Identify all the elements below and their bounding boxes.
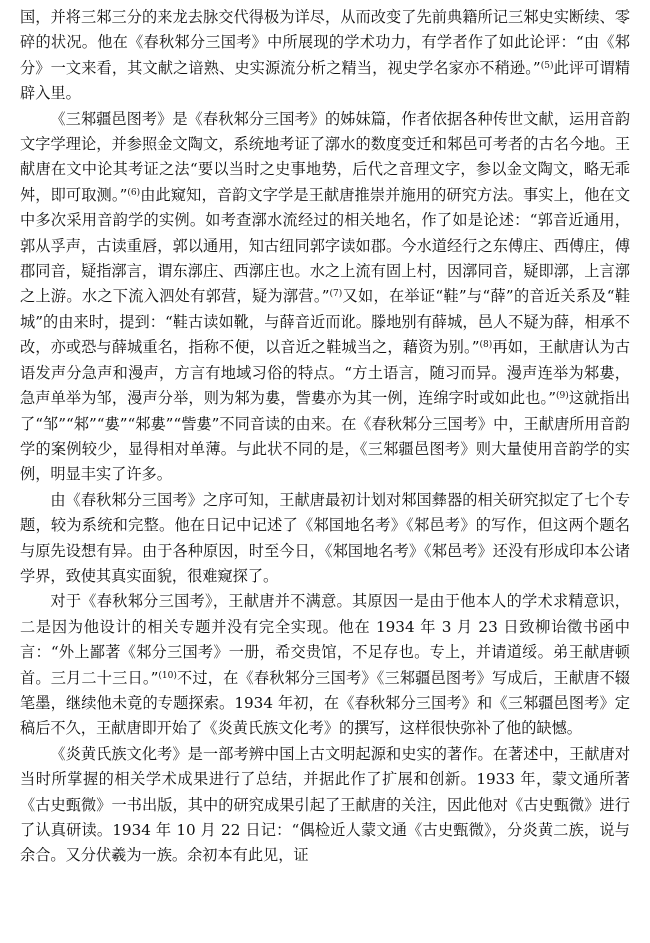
paragraph-text: 由此窥知，音韵文字学是王献唐推崇并施用的研究方法。事实上，他在文中多次采用音韵学的实例。如考查漷水流经过的相关地名，作了如是论述：“郭音近通用，郭从孚声，古读重唇，郭以通用，知古纽同郭字读如郡。今水道经行之东傅庄、西傅庄，傅郡同音，疑指漷言，谓东漷庄、西漷庄也。水之上流有固上村，因漷同音，疑即漷，上言漷之上游。水之下流入泗处有郭营，疑为漷营。” <box>20 185 631 306</box>
body-paragraph <box>20 742 630 869</box>
footnote-marker: (9) <box>556 391 569 402</box>
paragraph-text: 又如，在举证“鞋”与“薛”的音近关系及“鞋城”的由来时，提到：“鞋古读如靴，与薛音近而讹。滕地别有薛城，邑人不疑为薛，相承不改，亦或恐与薛城重名，指称不便，以音近之鞋城当之，藉资为别。” <box>20 287 630 357</box>
footnote-marker: (5) <box>540 60 554 71</box>
paragraph-text: 此评可谓精辟入里。 <box>20 58 631 103</box>
body-paragraph <box>20 5 630 107</box>
body-paragraph <box>20 589 630 741</box>
footnote-marker: (8) <box>479 340 493 351</box>
paragraph-text: 这就指出了“邹”“邾”“婁”“邾婁”“訾婁”不同音读的由来。在《春秋邾分三国考》中，王献唐所用音韵学的案例较少，显得相对单薄。与此状不同的是，《三邾疆邑图考》则大量使用音韵学的实例，明显丰实了许多。 <box>20 389 631 484</box>
footnote-marker: (7) <box>329 289 343 300</box>
paragraph-text: 不过，在《春秋邾分三国考》《三邾疆邑图考》写成后，王献唐不辍笔墨，继续他未竟的专题探索。1934 年初，在《春秋邾分三国考》和《三邾疆邑图考》定稿后不久，王献唐即开始了《炎黄氏族文化考》的撰写，这样很快弥补了他的缺憾。 <box>20 668 630 738</box>
footnote-marker: (10) <box>158 670 177 681</box>
paragraph-text: 对于《春秋邾分三国考》，王献唐并不满意。其原因一是由于他本人的学术求精意识，二是因为他设计的相关专题并没有完全实现。他在 1934 年 3 月 23 日致柳诒徵书函中言：“外上鄙著《邾分三国考》一册，希交贵馆，不足存也。专上，并请道绥。弟王献唐顿首。三月二十三日。” <box>20 592 630 687</box>
paragraph-text: 《三邾疆邑图考》是《春秋邾分三国考》的姊妹篇，作者依据各种传世文献，运用音韵文字学理论，并参照金文陶文，系统地考证了漷水的数度变迁和邾邑可考者的古名今地。王献唐在文中论其考证之法“要以当时之史事地势，后代之音理文字，参以金文陶文，略无乖舛，即可取测。” <box>20 109 630 204</box>
body-paragraph <box>20 107 630 488</box>
paragraph-text: 由《春秋邾分三国考》之序可知，王献唐最初计划对邾国彝器的相关研究拟定了七个专题，较为系统和完整。他在日记中记述了《邾国地名考》《邾邑考》的写作，但这两个题名与原先设想有异。由于各种原因，时至今日，《邾国地名考》《邾邑考》还没有形成印本公诸学界，致使其真实面貌，很难窥探了。 <box>20 490 630 585</box>
paragraph-text: 《炎黄氏族文化考》是一部考辨中国上古文明起源和史实的著作。在著述中，王献唐对当时所掌握的相关学术成果进行了总结，并据此作了扩展和创新。1933 年，蒙文通所著《古史甄微》一书出版，其中的研究成果引起了王献唐的关注，因此他对《古史甄微》进行了认真研读。1934 年 10 月 22 日记：“偶检近人蒙文通《古史甄微》，分炎黄二族，说与余合。又分伏羲为一族。余初本有此见，证 <box>20 744 630 865</box>
body-paragraph <box>20 488 630 590</box>
footnote-marker: (6) <box>127 187 141 198</box>
paragraph-text: 再如，王献唐认为古语发声分急声和漫声，方言有地域习俗的特点。“方土语言，随习而异。漫声连举为邾婁，急声单举为邹，漫声分举，则为邾为婁，訾婁亦为其一例，连绵字时或如此也。” <box>20 338 631 408</box>
paragraph-text: 国，并将三邾三分的来龙去脉交代得极为详尽，从而改变了先前典籍所记三邾史实断续、零碎的状况。他在《春秋邾分三国考》中所展现的学术功力，有学者作了如此论评：“由《邾分》一文来看，其文献之谙熟、史实源流分析之精当，视史学名家亦不稍逊。” <box>20 8 630 77</box>
